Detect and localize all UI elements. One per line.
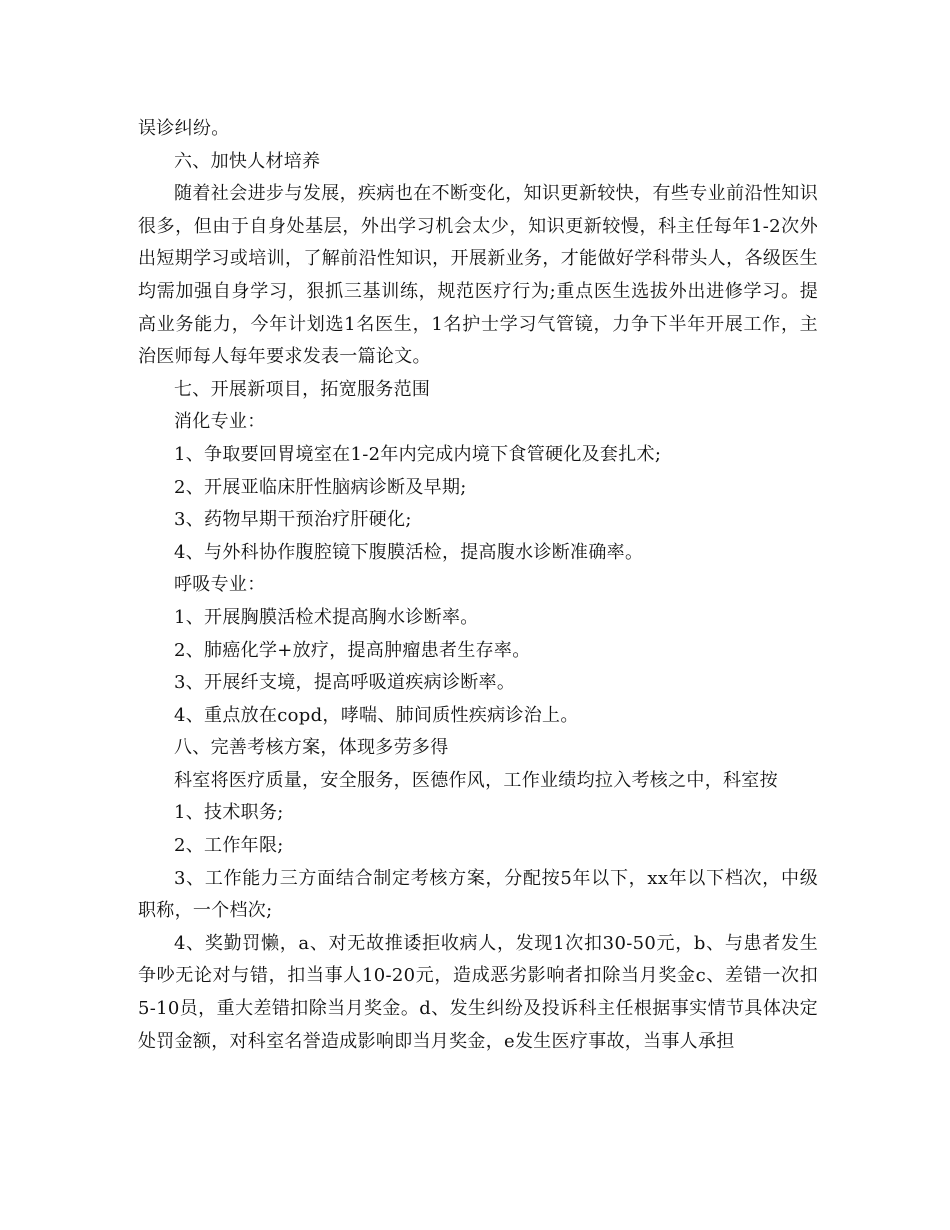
list-item: 1、开展胸膜活检术提高胸水诊断率。 <box>174 606 479 628</box>
list-item: 1、技术职务; <box>174 802 284 824</box>
list-item: 2、肺癌化学+放疗，提高肿瘤患者生存率。 <box>174 639 531 661</box>
section-heading-talent: 六、加快人材培养 <box>174 150 321 172</box>
section-heading-assessment: 八、完善考核方案，体现多劳多得 <box>174 737 449 759</box>
paragraph-continuation: 误诊纠纷。 <box>138 118 230 139</box>
list-item: 3、药物早期干预治疗肝硬化; <box>174 509 412 531</box>
list-item: 4、与外科协作腹腔镜下腹膜活检，提高腹水诊断准确率。 <box>174 541 644 563</box>
section-heading-new-projects: 七、开展新项目，拓宽服务范围 <box>174 378 431 400</box>
list-item: 2、工作年限; <box>174 835 284 857</box>
list-item: 3、开展纤支境，提高呼吸道疾病诊断率。 <box>174 672 516 694</box>
subheading-digestive: 消化专业： <box>174 411 266 433</box>
list-item: 4、重点放在copd，哮喘、肺间质性疾病诊治上。 <box>174 704 579 726</box>
list-item: 3、工作能力三方面结合制定考核方案，分配按5年以下，xx年以下档次，中级职称，一个档次; <box>138 867 818 922</box>
paragraph-assessment-intro: 科室将医疗质量，安全服务，医德作风，工作业绩均拉入考核之中，科室按 <box>174 769 778 791</box>
document-body <box>138 113 818 1058</box>
list-item: 4、奖勤罚懒，a、对无故推诿拒收病人，发现1次扣30-50元，b、与患者发生争吵无论对与错，扣当事人10-20元，造成恶劣影响者扣除当月奖金c、差错一次扣5-10员，重大差错扣除当月奖金。d、发生纠纷及投诉科主任根据事实情节具体决定处罚金额，对科室名誉造成影响即当月奖金，e发生医疗事故，当事人承担 <box>138 932 818 1052</box>
subheading-respiratory: 呼吸专业： <box>174 574 266 596</box>
list-item: 2、开展亚临床肝性脑病诊断及早期; <box>174 476 467 498</box>
list-item: 1、争取要回胃境室在1-2年内完成内境下食管硬化及套扎术; <box>174 443 662 465</box>
paragraph-talent-training: 随着社会进步与发展，疾病也在不断变化，知识更新较快，有些专业前沿性知识很多，但由于自身处基层，外出学习机会太少，知识更新较慢，科主任每年1-2次外出短期学习或培训，了解前沿性知识，开展新业务，才能做好学科带头人，各级医生均需加强自身学习，狠抓三基训练，规范医疗行为;重点医生选拔外出进修学习。提高业务能力，今年计划选1名医生，1名护士学习气管镜，力争下半年开展工作，主治医师每人每年要求发表一篇论文。 <box>138 183 818 368</box>
